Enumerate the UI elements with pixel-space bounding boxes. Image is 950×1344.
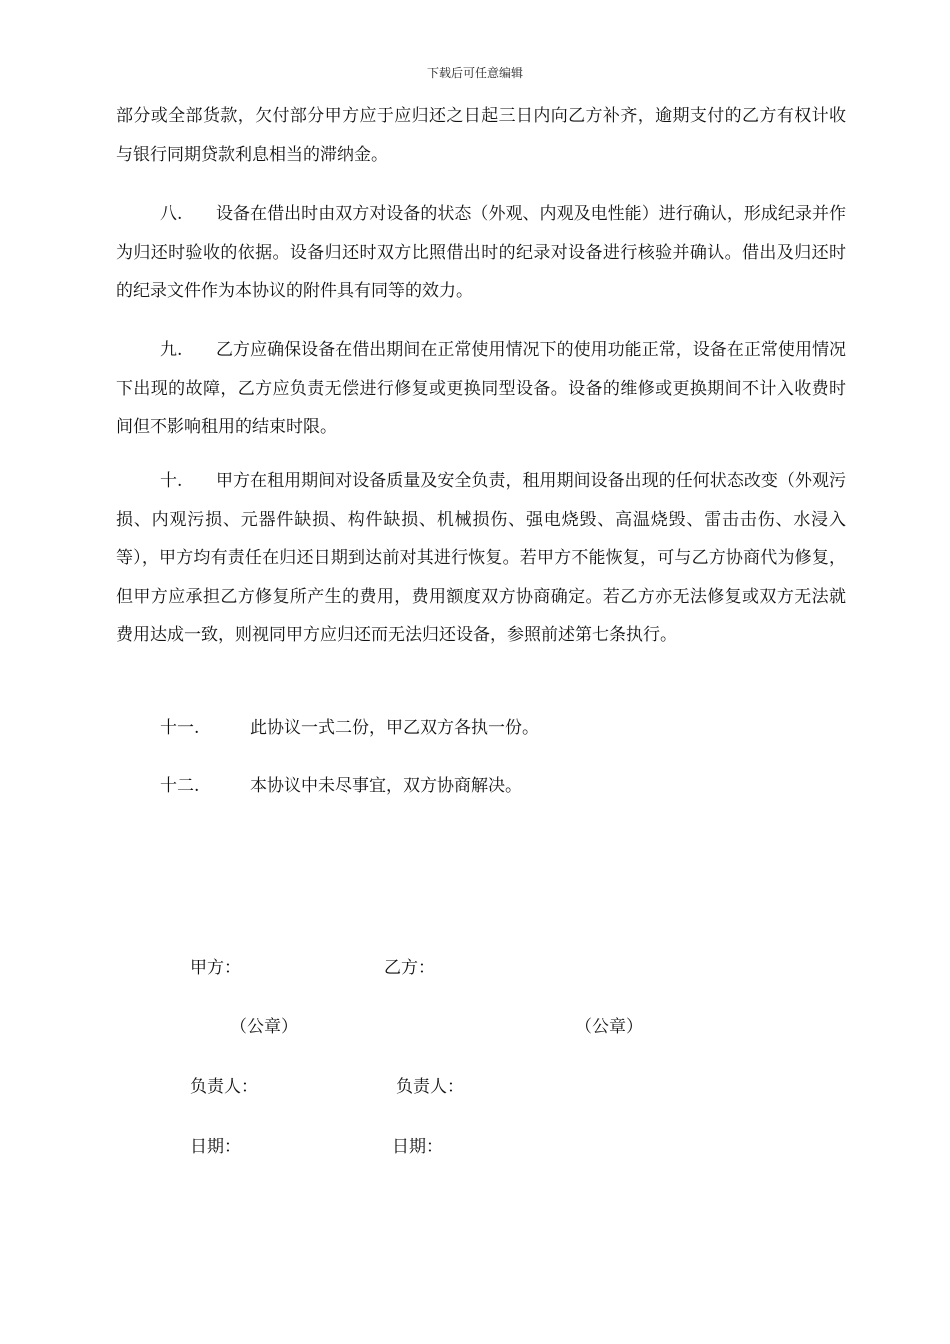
clause-text: 设备在借出时由双方对设备的状态（外观、内观及电性能）进行确认，形成纪录并作为归还时验收的依据。设备归还时双方比照借出时的纪录对设备进行核验并确认。借出及归还时的纪录文件作为本协议的附件具有同等的效力。 — [116, 204, 846, 301]
clause-10 — [116, 462, 846, 655]
clause-11 — [116, 709, 846, 748]
page-header: 下载后可任意编辑 — [426, 66, 523, 80]
paragraph-continuation — [116, 97, 846, 174]
party-a-seal: （公章） — [230, 1017, 298, 1037]
clause-number: 十二. — [160, 776, 200, 796]
clause-text: 此协议一式二份，甲乙双方各执一份。 — [250, 718, 539, 738]
party-a-label: 甲方： — [190, 958, 241, 978]
party-b-seal: （公章） — [575, 1017, 643, 1037]
party-b-person: 负责人： — [396, 1077, 464, 1097]
clause-text: 乙方应确保设备在借出期间在正常使用情况下的使用功能正常，设备在正常使用情况下出现的故障，乙方应负责无偿进行修复或更换同型设备。设备的维修或更换期间不计入收费时间但不影响租用的结束时限。 — [116, 340, 846, 437]
party-b-label: 乙方： — [384, 958, 435, 978]
clause-number: 九. — [160, 340, 183, 360]
paragraph-text: 部分或全部货款，欠付部分甲方应于应归还之日起三日内向乙方补齐，逾期支付的乙方有权计收与银行同期贷款利息相当的滞纳金。 — [116, 106, 846, 165]
party-b-date: 日期： — [392, 1137, 443, 1157]
clause-8 — [116, 195, 846, 311]
clause-9 — [116, 331, 846, 447]
clause-number: 八. — [160, 204, 183, 224]
clause-text: 甲方在租用期间对设备质量及安全负责，租用期间设备出现的任何状态改变（外观污损、内观污损、元器件缺损、构件缺损、机械损伤、强电烧毁、高温烧毁、雷击击伤、水浸入等），甲方均有责任在归还日期到达前对其进行恢复。若甲方不能恢复，可与乙方协商代为修复，但甲方应承担乙方修复所产生的费用，费用额度双方协商确定。若乙方亦无法修复或双方无法就费用达成一致，则视同甲方应归还而无法归还设备，参照前述第七条执行。 — [116, 471, 846, 645]
clause-12 — [116, 767, 846, 806]
party-a-date: 日期： — [190, 1137, 241, 1157]
party-a-person: 负责人： — [190, 1077, 258, 1097]
clause-text: 本协议中未尽事宜，双方协商解决。 — [250, 776, 522, 796]
clause-number: 十. — [160, 471, 183, 491]
clause-number: 十一. — [160, 718, 200, 738]
